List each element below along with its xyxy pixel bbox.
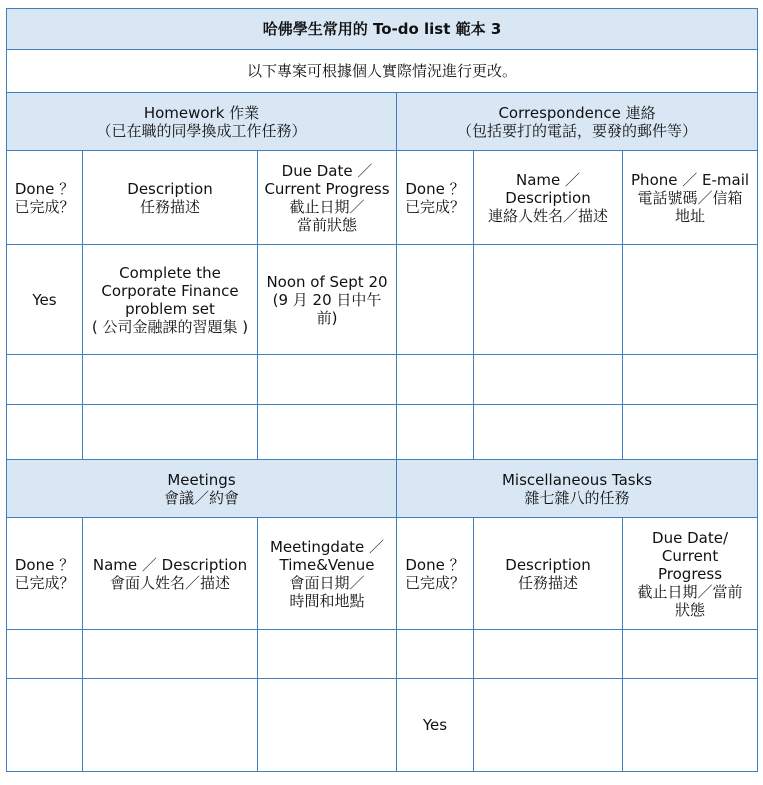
- misc-done-cell[interactable]: [397, 630, 474, 679]
- header-line: 任務描述: [517, 573, 578, 592]
- correspondence-done-cell[interactable]: [397, 405, 474, 460]
- correspondence-phone-cell[interactable]: [623, 405, 758, 460]
- table-row: [7, 630, 758, 679]
- cell-line: ( 公司金融課的習題集 ): [91, 317, 249, 336]
- header-line: 連絡人姓名／描述: [487, 206, 608, 225]
- table-row: [7, 355, 758, 405]
- misc-due-cell[interactable]: [623, 630, 758, 679]
- misc-note: 雜七雜八的任務: [524, 488, 630, 507]
- header-line: Name ／ Description: [92, 555, 248, 574]
- correspondence-title: Correspondence 連絡: [498, 103, 656, 122]
- correspondence-done-cell[interactable]: [397, 245, 474, 355]
- header-line: 已完成？: [404, 573, 465, 592]
- meetings-name-cell[interactable]: [83, 679, 258, 772]
- header-line: Progress: [658, 564, 723, 583]
- meetings-date-header: [258, 518, 397, 630]
- misc-title: Miscellaneous Tasks: [501, 470, 653, 489]
- meetings-done-header: [7, 518, 83, 630]
- meetings-note: 會議／約會: [163, 488, 239, 507]
- homework-description-header: [83, 151, 258, 245]
- cell-line: 前): [316, 308, 338, 327]
- correspondence-name-cell[interactable]: [474, 245, 623, 355]
- correspondence-phone-cell[interactable]: [623, 245, 758, 355]
- table-row: [7, 245, 758, 355]
- header-line: Done ？: [14, 555, 75, 574]
- header-line: Description: [505, 188, 591, 207]
- homework-description-cell[interactable]: [83, 355, 258, 405]
- header-line: 地址: [675, 206, 706, 225]
- header-line: 狀態: [675, 600, 706, 619]
- homework-due-header: [258, 151, 397, 245]
- correspondence-done-cell[interactable]: [397, 355, 474, 405]
- correspondence-name-cell[interactable]: [474, 355, 623, 405]
- homework-done-cell[interactable]: [7, 405, 83, 460]
- todo-list-table: [6, 8, 758, 772]
- homework-description-cell[interactable]: [83, 405, 258, 460]
- cell-line: problem set: [125, 299, 215, 318]
- meetings-done-cell[interactable]: [7, 679, 83, 772]
- header-line: 任務描述: [139, 197, 200, 216]
- cell-line: Corporate Finance: [101, 281, 239, 300]
- cell-line: Complete the: [119, 263, 221, 282]
- page-title: 哈佛學生常用的 To-do list 範本 3: [7, 9, 758, 50]
- table-row: [7, 679, 758, 772]
- header-line: 截止日期／當前: [637, 582, 743, 601]
- meetings-done-cell[interactable]: [7, 630, 83, 679]
- header-line: Time&Venue: [279, 555, 375, 574]
- header-line: Current Progress: [264, 179, 390, 198]
- header-line: Due Date ／: [281, 161, 373, 180]
- correspondence-section-header: [397, 93, 758, 151]
- header-line: Name ／: [515, 170, 581, 189]
- homework-description-cell[interactable]: [83, 245, 258, 355]
- misc-description-header: [474, 518, 623, 630]
- header-line: 會面人姓名／描述: [109, 573, 230, 592]
- correspondence-note: （包括要打的電話，要發的郵件等）: [457, 121, 698, 140]
- header-line: Done ？: [405, 555, 465, 574]
- homework-note: （已在職的同學換成工作任務）: [96, 121, 307, 140]
- header-line: Description: [505, 555, 591, 574]
- header-line: Description: [127, 179, 213, 198]
- meetings-section-header: [7, 460, 397, 518]
- homework-due-cell[interactable]: [258, 245, 397, 355]
- homework-done-header: [7, 151, 83, 245]
- header-line: Done ？: [405, 179, 465, 198]
- misc-section-header: [397, 460, 758, 518]
- header-line: 當前狀態: [296, 215, 357, 234]
- misc-description-cell[interactable]: [474, 679, 623, 772]
- header-line: 已完成？: [14, 573, 75, 592]
- header-line: 截止日期／: [289, 197, 365, 216]
- misc-done-header: [397, 518, 474, 630]
- table-row: [7, 405, 758, 460]
- meetings-name-cell[interactable]: [83, 630, 258, 679]
- homework-done-cell[interactable]: [7, 355, 83, 405]
- meetings-date-cell[interactable]: [258, 630, 397, 679]
- correspondence-phone-header: [623, 151, 758, 245]
- correspondence-done-header: [397, 151, 474, 245]
- header-line: Done ？: [14, 179, 75, 198]
- misc-due-cell[interactable]: [623, 679, 758, 772]
- homework-due-cell[interactable]: [258, 405, 397, 460]
- homework-done-cell[interactable]: Yes: [7, 245, 83, 355]
- header-line: 已完成？: [404, 197, 465, 216]
- homework-title: Homework 作業: [143, 103, 260, 122]
- correspondence-phone-cell[interactable]: [623, 355, 758, 405]
- cell-line: Noon of Sept 20: [266, 272, 388, 291]
- header-line: 時間和地點: [289, 591, 365, 610]
- header-line: 電話號碼／信箱: [637, 188, 743, 207]
- homework-section-header: [7, 93, 397, 151]
- correspondence-name-cell[interactable]: [474, 405, 623, 460]
- page-subtitle: 以下專案可根據個人實際情況進行更改。: [7, 50, 758, 93]
- header-line: Current: [661, 546, 719, 565]
- misc-due-header: [623, 518, 758, 630]
- header-line: 會面日期／: [289, 573, 365, 592]
- header-line: 已完成？: [14, 197, 75, 216]
- meetings-title: Meetings: [167, 470, 236, 489]
- meetings-name-header: [83, 518, 258, 630]
- header-line: Due Date/: [652, 528, 729, 547]
- correspondence-name-header: [474, 151, 623, 245]
- header-line: Meetingdate ／: [269, 537, 385, 556]
- misc-done-cell[interactable]: Yes: [397, 679, 474, 772]
- homework-due-cell[interactable]: [258, 355, 397, 405]
- header-line: Phone ／ E-mail: [631, 170, 750, 189]
- cell-line: (9 月 20 日中午: [272, 290, 382, 309]
- meetings-date-cell[interactable]: [258, 679, 397, 772]
- misc-description-cell[interactable]: [474, 630, 623, 679]
